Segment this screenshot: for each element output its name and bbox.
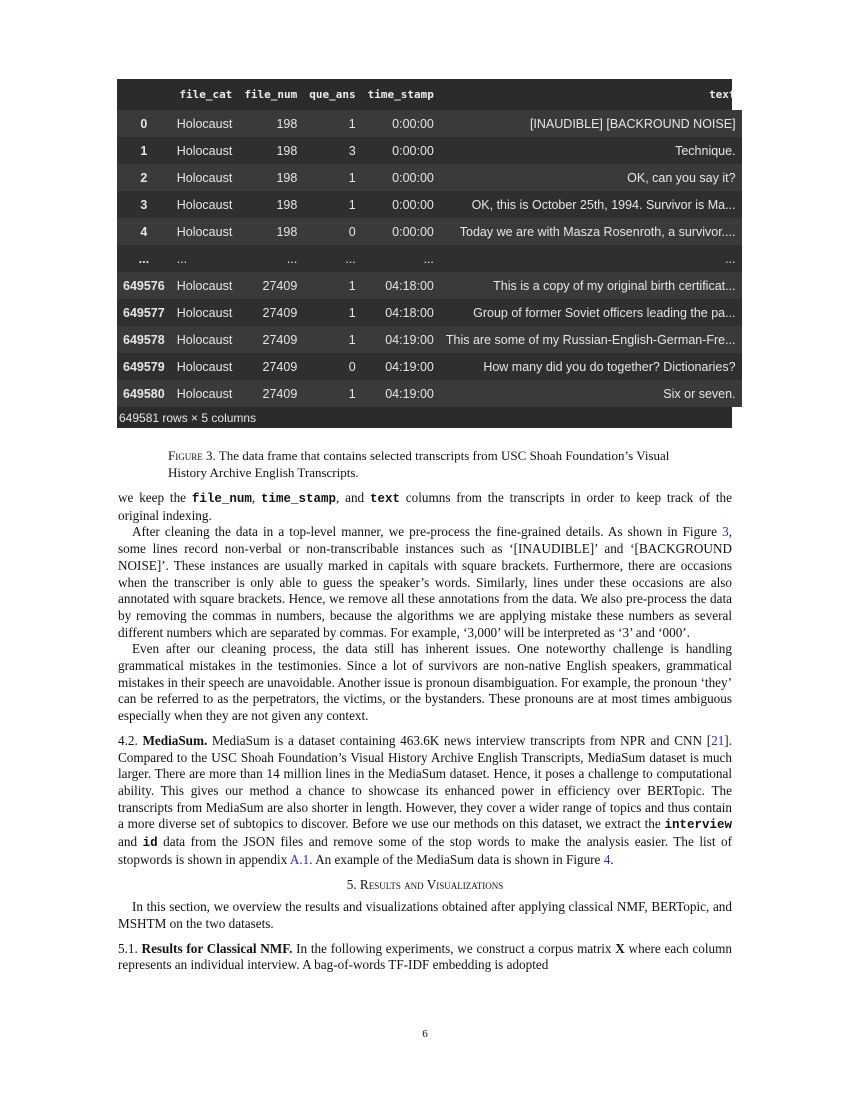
body-text bbox=[118, 490, 732, 974]
table-row bbox=[117, 218, 742, 245]
table-cell: 0:00:00 bbox=[362, 218, 440, 245]
dataframe-figure bbox=[117, 79, 736, 428]
table-cell: 04:19:00 bbox=[362, 353, 440, 380]
table-cell: 1 bbox=[117, 137, 171, 164]
table-cell: 4 bbox=[117, 218, 171, 245]
column-header: file_num bbox=[244, 88, 298, 101]
table-footer: 649581 rows × 5 columns bbox=[119, 411, 257, 425]
table-cell: 649579 bbox=[117, 353, 171, 380]
table-cell: 198 bbox=[238, 191, 303, 218]
table-cell: Holocaust bbox=[171, 272, 239, 299]
table-cell: 0 bbox=[303, 218, 361, 245]
table-cell: 1 bbox=[303, 299, 361, 326]
page-number: 6 bbox=[422, 1028, 428, 1040]
table-cell: Holocaust bbox=[171, 380, 239, 407]
table-row bbox=[117, 191, 742, 218]
table-cell: 0:00:00 bbox=[362, 164, 440, 191]
table-cell: Technique. bbox=[440, 137, 742, 164]
table-cell: Group of former Soviet officers leading the pa... bbox=[440, 299, 742, 326]
paragraph: In this section, we overview the results and visualizations obtained after applying classical NMF, BERTopic, and MSHTM on the two datasets. bbox=[118, 899, 732, 931]
table-cell: 198 bbox=[238, 218, 303, 245]
table-cell: Six or seven. bbox=[440, 380, 742, 407]
table-row bbox=[117, 164, 742, 191]
table-row bbox=[117, 245, 742, 272]
table-cell: 1 bbox=[303, 110, 361, 137]
caption-label: Figure 3. bbox=[168, 448, 216, 463]
table-cell: 649578 bbox=[117, 326, 171, 353]
table-cell: 04:18:00 bbox=[362, 272, 440, 299]
table-cell: Holocaust bbox=[171, 164, 239, 191]
table-cell: 0:00:00 bbox=[362, 137, 440, 164]
table-cell: 1 bbox=[303, 380, 361, 407]
table-cell: 0 bbox=[117, 110, 171, 137]
table-cell: 198 bbox=[238, 137, 303, 164]
table-cell: 27409 bbox=[238, 272, 303, 299]
table-cell: [INAUDIBLE] [BACKROUND NOISE] bbox=[440, 110, 742, 137]
table-cell: 27409 bbox=[238, 299, 303, 326]
column-header: que_ans bbox=[309, 88, 356, 101]
table-cell: 1 bbox=[303, 272, 361, 299]
table-row bbox=[117, 272, 742, 299]
section-heading: 5. Results and Visualizations bbox=[346, 877, 504, 893]
table-cell: 27409 bbox=[238, 353, 303, 380]
table-cell: 3 bbox=[303, 137, 361, 164]
table-cell: 04:19:00 bbox=[362, 380, 440, 407]
table-cell: 0:00:00 bbox=[362, 110, 440, 137]
table-cell: OK, can you say it? bbox=[440, 164, 742, 191]
table-row bbox=[117, 110, 742, 137]
table-cell: ... bbox=[238, 245, 303, 272]
caption-text: The data frame that contains selected transcripts from USC Shoah Foundation’s Visual History Archive English Transcripts. bbox=[168, 448, 670, 480]
table-cell: ... bbox=[303, 245, 361, 272]
table-row bbox=[117, 137, 742, 164]
subsection-mediasum: 4.2. MediaSum. MediaSum is a dataset containing 463.6K news interview transcripts from NPR and CNN [21]. Compared to the USC Shoah Foundation’s Visual History Archive English Transcripts, MediaSum dataset is much larger. There are more than 14 million lines in the MediaSum dataset. Hence, it poses a challenge to computational ability. This gives our method a chance to showcase its enhanced power in efficiency over BERTopic. The transcripts from MediaSum are also shorter in length. However, they cover a wider range of topics and thus contain a more diverse set of subtopics to discover. Before we use our methods on this dataset, we extract the interview and id data from the JSON files and remove some of the stop words to make the analysis easier. The list of stopwords is shown in appendix A.1. An example of the MediaSum data is shown in Figure 4. bbox=[118, 732, 732, 867]
appendix-link[interactable]: A.1 bbox=[289, 851, 310, 867]
table-row bbox=[117, 353, 742, 380]
table-cell: 2 bbox=[117, 164, 171, 191]
figure-ref-link[interactable]: 4 bbox=[603, 851, 611, 867]
table-cell: 04:19:00 bbox=[362, 326, 440, 353]
figure-ref-link[interactable]: 3 bbox=[722, 524, 729, 540]
table-cell: Holocaust bbox=[171, 353, 239, 380]
table-cell: How many did you do together? Dictionaries? bbox=[440, 353, 742, 380]
table-cell: 04:18:00 bbox=[362, 299, 440, 326]
table-cell: Holocaust bbox=[171, 218, 239, 245]
citation-link[interactable]: 21 bbox=[711, 732, 725, 748]
paragraph: Even after our cleaning process, the data still has inherent issues. One noteworthy challenge is handling grammatical mistakes in the testimonies. Since a lot of survivors are non-native English speakers, grammatical mistakes in their speech are unavoidable. Another issue is pronoun disambiguation. For example, the pronoun ‘they’ can be referred to as the perpetrators, the victims, or the bystanders. These pronouns are at most times ambiguous especially when they are not given any context. bbox=[118, 641, 732, 724]
table-cell: ... bbox=[440, 245, 742, 272]
table-row bbox=[117, 380, 742, 407]
table-cell: 1 bbox=[303, 191, 361, 218]
column-header: file_cat bbox=[179, 88, 233, 101]
table-cell: 3 bbox=[117, 191, 171, 218]
table-cell: This is a copy of my original birth certificat... bbox=[440, 272, 742, 299]
paragraph: we keep the file_num, time_stamp, and text columns from the transcripts in order to keep track of the original indexing. bbox=[118, 490, 732, 523]
table-cell: 27409 bbox=[238, 380, 303, 407]
table-cell: 0:00:00 bbox=[362, 191, 440, 218]
table-cell: 198 bbox=[238, 164, 303, 191]
column-header bbox=[117, 79, 171, 110]
table-cell: 649580 bbox=[117, 380, 171, 407]
table-cell: 198 bbox=[238, 110, 303, 137]
table-cell: 27409 bbox=[238, 326, 303, 353]
table-cell: ... bbox=[117, 245, 171, 272]
table-cell: ... bbox=[362, 245, 440, 272]
column-header: time_stamp bbox=[367, 88, 434, 101]
table-row bbox=[117, 326, 742, 353]
table-cell: Holocaust bbox=[171, 191, 239, 218]
table-cell: Holocaust bbox=[171, 137, 239, 164]
table-cell: 1 bbox=[303, 164, 361, 191]
dataframe-table bbox=[117, 79, 742, 407]
table-cell: 0 bbox=[303, 353, 361, 380]
figure-caption bbox=[168, 447, 684, 481]
table-header bbox=[117, 79, 742, 110]
table-cell: 649576 bbox=[117, 272, 171, 299]
table-cell: Holocaust bbox=[171, 299, 239, 326]
table-cell: Holocaust bbox=[171, 326, 239, 353]
table-cell: ... bbox=[171, 245, 239, 272]
table-cell: This are some of my Russian-English-German-Fre... bbox=[440, 326, 742, 353]
table-cell: 649577 bbox=[117, 299, 171, 326]
table-cell: 1 bbox=[303, 326, 361, 353]
table-cell: Today we are with Masza Rosenroth, a survivor.... bbox=[440, 218, 742, 245]
subsection-nmf: 5.1. Results for Classical NMF. In the following experiments, we construct a corpus matrix X where each column represents an individual interview. A bag-of-words TF-IDF embedding is adopted bbox=[118, 940, 732, 973]
table-cell: OK, this is October 25th, 1994. Survivor is Ma... bbox=[440, 191, 742, 218]
column-header: text bbox=[709, 88, 736, 101]
table-cell: Holocaust bbox=[171, 110, 239, 137]
paragraph: After cleaning the data in a top-level manner, we pre-process the fine-grained details. As shown in Figure 3, some lines record non-verbal or non-transcribable instances such as ‘[INAUDIBLE]’ and ‘[BACKGROUND NOISE]’. These instances are usually marked in capitals with square brackets. Furthermore, there are occasions when the transcriber is only able to guess the speaker’s words. Similarly, lines under these occasions are also annotated with square brackets. Hence, we remove all these annotations from the data. We also pre-process the data by removing the commas in numbers, because the algorithms we are applying mistake these numbers as several different numbers which are separated by commas. For example, ‘3,000’ will be interpreted as ‘3’ and ‘000’. bbox=[118, 524, 732, 640]
table-row bbox=[117, 299, 742, 326]
